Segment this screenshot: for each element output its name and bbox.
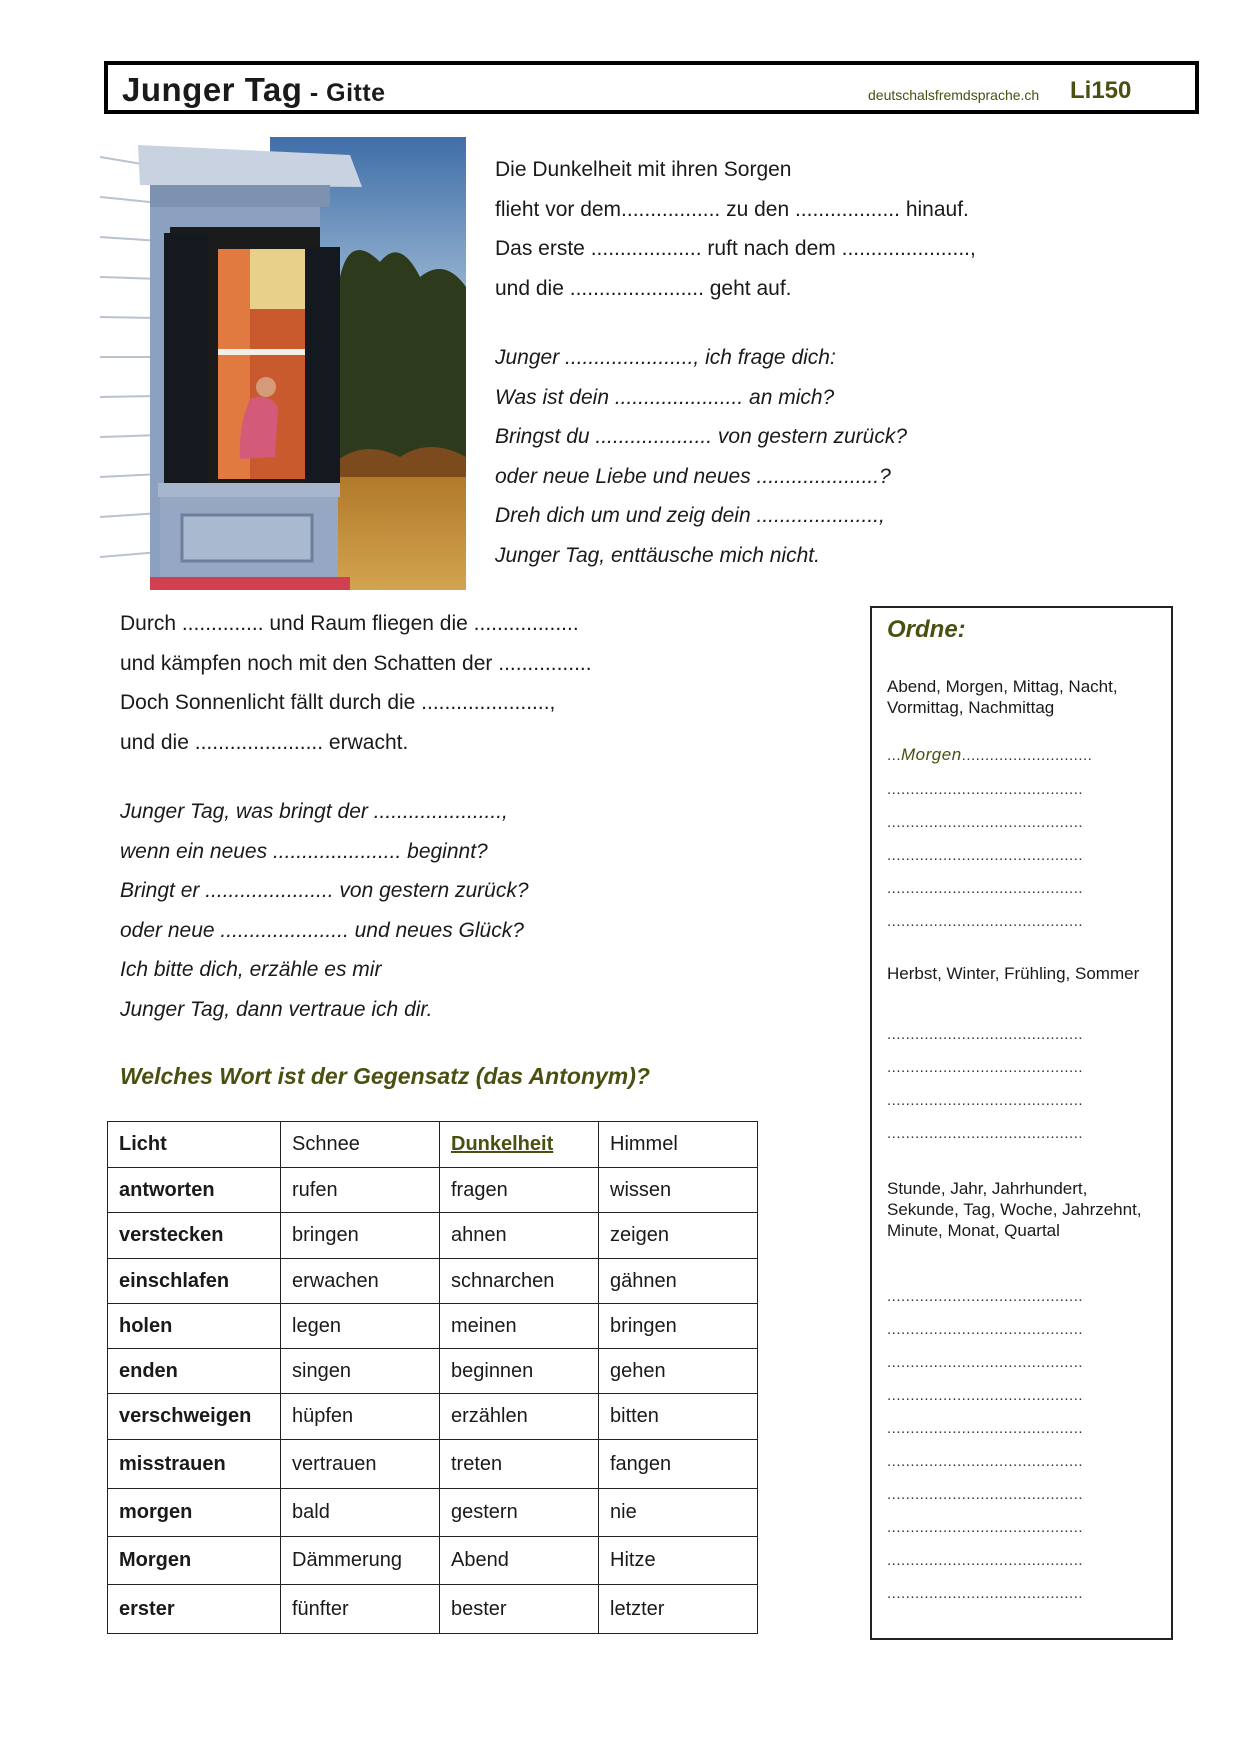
option-cell[interactable]: singen [281, 1349, 440, 1394]
table-row [108, 1585, 758, 1634]
answer-line[interactable]: .......................................... [887, 1552, 1084, 1569]
option-cell[interactable]: beginnen [440, 1349, 599, 1394]
poem-line: flieht vor dem................. zu den .................. hinauf. [495, 197, 969, 221]
word-group-seasons: Herbst, Winter, Frühling, Sommer [887, 964, 1140, 983]
keyword-cell: Morgen [108, 1537, 281, 1585]
answer-line[interactable]: .......................................... [887, 1354, 1084, 1371]
option-cell[interactable]: gähnen [599, 1259, 758, 1304]
keyword-cell: Licht [108, 1122, 281, 1168]
poem-line: Junger Tag, enttäusche mich nicht. [495, 543, 820, 567]
poem-line: Bringst du .................... von gestern zurück? [495, 425, 908, 448]
worksheet-header [104, 61, 1199, 114]
answer-line[interactable]: .......................................... [887, 1059, 1084, 1076]
example-prefix: ... [887, 747, 902, 764]
option-cell[interactable]: Hitze [599, 1537, 758, 1585]
poem-line: Junger Tag, was bringt der ......................, [120, 800, 508, 823]
keyword-cell: verschweigen [108, 1394, 281, 1440]
table-row [108, 1122, 758, 1168]
page-title [122, 71, 386, 109]
option-cell[interactable]: bald [281, 1489, 440, 1537]
answer-line[interactable]: .......................................... [887, 880, 1084, 897]
option-cell[interactable]: bringen [599, 1304, 758, 1349]
word-group-time-units: Stunde, Jahr, Jahrhundert, Sekunde, Tag, Woche, Jahrzehnt, Minute, Monat, Quartal [887, 1179, 1142, 1240]
answer-line[interactable]: .......................................... [887, 1288, 1084, 1305]
keyword-cell: enden [108, 1349, 281, 1394]
keyword-cell: verstecken [108, 1213, 281, 1259]
answer-line[interactable]: .......................................... [887, 1420, 1084, 1437]
antonym-question: Welches Wort ist der Gegensatz (das Antonym)? [120, 1063, 650, 1089]
option-cell[interactable]: Abend [440, 1537, 599, 1585]
option-cell[interactable]: Himmel [599, 1122, 758, 1168]
poem-stanza-1 [495, 150, 976, 308]
keyword-cell: einschlafen [108, 1259, 281, 1304]
antonym-table [107, 1121, 758, 1634]
example-suffix: ............................ [961, 747, 1093, 764]
option-cell[interactable]: gehen [599, 1349, 758, 1394]
poem-line: Das erste ................... ruft nach dem ......................, [495, 237, 976, 260]
poem-line: wenn ein neues ...................... beginnt? [120, 839, 488, 863]
answer-line[interactable]: .......................................... [887, 1585, 1084, 1602]
poem-line: und die ...................... erwacht. [120, 730, 409, 754]
answer-line[interactable]: .......................................... [887, 913, 1084, 930]
option-cell[interactable]: legen [281, 1304, 440, 1349]
answer-line[interactable]: .......................................... [887, 781, 1084, 798]
window-painting-image [100, 137, 466, 590]
keyword-cell: holen [108, 1304, 281, 1349]
answer-line[interactable]: .......................................... [887, 1026, 1084, 1043]
table-row [108, 1213, 758, 1259]
poem-line: Junger ......................, ich frage dich: [495, 346, 836, 369]
poem-refrain-1 [495, 338, 907, 575]
poem-line: Durch .............. und Raum fliegen die .................. [120, 612, 579, 635]
title-text: Junger Tag [122, 71, 303, 108]
option-cell[interactable]: treten [440, 1440, 599, 1489]
option-cell[interactable]: meinen [440, 1304, 599, 1349]
table-row [108, 1537, 758, 1585]
poem-line: Doch Sonnenlicht fällt durch die ......................, [120, 691, 556, 714]
poem-stanza-2 [120, 604, 592, 762]
answer-line[interactable]: .......................................... [887, 1321, 1084, 1338]
poem-line: und kämpfen noch mit den Schatten der ................ [120, 651, 592, 675]
site-label: deutschalsfremdsprache.ch [868, 87, 1040, 103]
poem-line: oder neue Liebe und neues .....................? [495, 464, 891, 488]
poem-line: Ich bitte dich, erzähle es mir [120, 958, 382, 981]
keyword-cell: antworten [108, 1168, 281, 1213]
answer-line[interactable]: .......................................... [887, 1387, 1084, 1404]
table-row [108, 1259, 758, 1304]
option-cell[interactable]: bester [440, 1585, 599, 1634]
option-cell[interactable]: hüpfen [281, 1394, 440, 1440]
answer-line[interactable]: .......................................... [887, 1092, 1084, 1109]
option-cell[interactable]: Schnee [281, 1122, 440, 1168]
poem-refrain-2 [120, 792, 529, 1029]
table-row [108, 1489, 758, 1537]
title-author: - Gitte [302, 79, 386, 107]
answer-line[interactable]: .......................................... [887, 1486, 1084, 1503]
poem-line: und die ....................... geht auf. [495, 276, 792, 300]
option-cell[interactable]: erzählen [440, 1394, 599, 1440]
answer-line[interactable]: .......................................... [887, 1125, 1084, 1142]
option-cell[interactable]: rufen [281, 1168, 440, 1213]
answer-line[interactable]: .......................................... [887, 1519, 1084, 1536]
option-cell[interactable]: gestern [440, 1489, 599, 1537]
option-cell[interactable]: erwachen [281, 1259, 440, 1304]
keyword-cell: morgen [108, 1489, 281, 1537]
option-cell[interactable]: bitten [599, 1394, 758, 1440]
option-cell[interactable]: ahnen [440, 1213, 599, 1259]
poem-line: oder neue ...................... und neues Glück? [120, 918, 524, 942]
table-row [108, 1440, 758, 1489]
option-cell[interactable]: fangen [599, 1440, 758, 1489]
ordne-box [870, 606, 1173, 1640]
option-cell[interactable]: vertrauen [281, 1440, 440, 1489]
option-cell[interactable]: Dämmerung [281, 1537, 440, 1585]
answer-line[interactable]: .......................................... [887, 847, 1084, 864]
answer-line[interactable]: .......................................... [887, 1453, 1084, 1470]
poem-line: Die Dunkelheit mit ihren Sorgen [495, 158, 792, 181]
option-cell[interactable]: schnarchen [440, 1259, 599, 1304]
table-row [108, 1394, 758, 1440]
answer-line-example[interactable] [887, 745, 1092, 765]
option-cell[interactable]: wissen [599, 1168, 758, 1213]
option-cell[interactable]: letzter [599, 1585, 758, 1634]
table-row [108, 1304, 758, 1349]
worksheet-code: Li150 [1070, 77, 1132, 104]
poem-line: Was ist dein ...................... an mich? [495, 385, 835, 409]
example-answer: Morgen [901, 745, 962, 764]
word-group-daytimes: Abend, Morgen, Mittag, Nacht, Vormittag, Nachmittag [887, 677, 1118, 717]
poem-line: Junger Tag, dann vertraue ich dir. [120, 997, 433, 1021]
table-row [108, 1349, 758, 1394]
answer-line[interactable]: .......................................... [887, 814, 1084, 831]
ordne-title: Ordne: [887, 616, 966, 643]
option-cell[interactable]: fünfter [281, 1585, 440, 1634]
option-cell[interactable]: fragen [440, 1168, 599, 1213]
option-cell[interactable]: zeigen [599, 1213, 758, 1259]
keyword-cell: erster [108, 1585, 281, 1634]
table-row [108, 1168, 758, 1213]
poem-line: Dreh dich um und zeig dein ....................., [495, 504, 885, 527]
poem-line: Bringt er ...................... von gestern zurück? [120, 879, 529, 902]
selected-option-cell[interactable]: Dunkelheit [440, 1122, 599, 1168]
keyword-cell: misstrauen [108, 1440, 281, 1489]
option-cell[interactable]: nie [599, 1489, 758, 1537]
option-cell[interactable]: bringen [281, 1213, 440, 1259]
